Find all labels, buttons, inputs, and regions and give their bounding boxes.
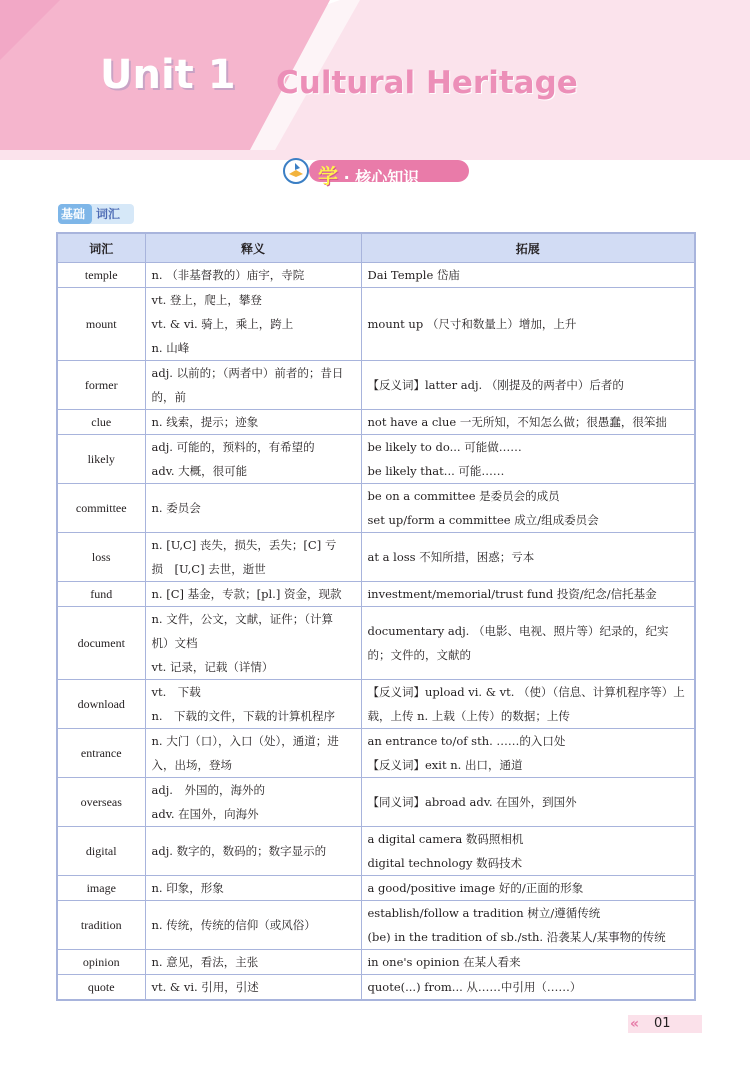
extension-line: a good/positive image 好的/正面的形象 xyxy=(367,881,584,895)
meaning-cell xyxy=(145,827,361,876)
unit-title: Unit 1 xyxy=(100,52,236,98)
extension-cell xyxy=(361,778,695,827)
meaning-cell xyxy=(145,729,361,778)
table-row xyxy=(57,901,695,950)
meaning-line: n. （非基督教的）庙宇，寺院 xyxy=(151,268,305,282)
header-extension: 拓展 xyxy=(361,233,695,263)
extension-line: 【同义词】abroad adv. 在国外，到国外 xyxy=(367,795,577,809)
extension-cell xyxy=(361,950,695,975)
meaning-cell xyxy=(145,876,361,901)
extension-cell xyxy=(361,533,695,582)
extension-cell xyxy=(361,435,695,484)
meaning-line: adj. 外国的，海外的 xyxy=(151,783,265,797)
extension-cell xyxy=(361,410,695,435)
extension-line: at a loss 不知所措，困惑；亏本 xyxy=(367,550,535,564)
extension-line: be likely that... 可能…… xyxy=(367,464,505,478)
meaning-line: n. 下载的文件，下载的计算机程序 xyxy=(151,709,336,723)
meaning-line: n. 大门（口），入口（处），通道；进 xyxy=(151,734,339,748)
extension-line: establish/follow a tradition 树立/遵循传统 xyxy=(367,906,601,920)
table-row xyxy=(57,778,695,827)
extension-line: 【反义词】upload vi. & vt. （使）（信息、计算机程序等）上 xyxy=(367,685,685,699)
page-number: 01 xyxy=(654,1016,671,1031)
extension-line: not have a clue 一无所知，不知怎么做；很愚蠢，很笨拙 xyxy=(367,415,667,429)
word-cell: document xyxy=(57,607,145,680)
meaning-cell xyxy=(145,582,361,607)
meaning-line: 的，前 xyxy=(151,390,186,404)
word-cell: download xyxy=(57,680,145,729)
section-title-text: · 核心知识 xyxy=(343,168,420,187)
extension-line: (be) in the tradition of sb./sth. 沿袭某人/某事物的传统 xyxy=(367,930,666,944)
section-title xyxy=(318,160,419,189)
extension-cell xyxy=(361,361,695,410)
word-cell: temple xyxy=(57,263,145,288)
extension-line: Dai Temple 岱庙 xyxy=(367,268,460,282)
meaning-line: n. 意见，看法，主张 xyxy=(151,955,259,969)
word-cell: tradition xyxy=(57,901,145,950)
header-meaning: 释义 xyxy=(145,233,361,263)
word-cell: opinion xyxy=(57,950,145,975)
meaning-cell xyxy=(145,410,361,435)
word-cell: clue xyxy=(57,410,145,435)
table-row xyxy=(57,288,695,361)
unit-subtitle: Cultural Heritage xyxy=(276,65,578,101)
extension-line: digital technology 数码技术 xyxy=(367,856,523,870)
extension-cell xyxy=(361,680,695,729)
meaning-cell xyxy=(145,288,361,361)
meaning-cell xyxy=(145,950,361,975)
table-row xyxy=(57,263,695,288)
meaning-cell xyxy=(145,484,361,533)
table-row xyxy=(57,950,695,975)
word-cell: digital xyxy=(57,827,145,876)
extension-cell xyxy=(361,582,695,607)
table-row xyxy=(57,533,695,582)
word-cell: committee xyxy=(57,484,145,533)
word-cell: quote xyxy=(57,975,145,1001)
extension-line: 载，上传 n. 上载（上传）的数据；上传 xyxy=(367,709,570,723)
meaning-line: vt. & vi. 骑上，乘上，跨上 xyxy=(151,317,294,331)
meaning-line: vt. 登上，爬上，攀登 xyxy=(151,293,262,307)
table-row xyxy=(57,827,695,876)
meaning-line: adj. 以前的；（两者中）前者的；昔日 xyxy=(151,366,344,380)
meaning-cell xyxy=(145,680,361,729)
category-badge-text: 基础 xyxy=(61,207,86,221)
meaning-cell xyxy=(145,975,361,1001)
table-row xyxy=(57,484,695,533)
extension-cell xyxy=(361,876,695,901)
extension-line: in one's opinion 在某人看来 xyxy=(367,955,521,969)
table-row xyxy=(57,582,695,607)
meaning-line: adv. 大概，很可能 xyxy=(151,464,248,478)
meaning-line: n. 线索，提示；迹象 xyxy=(151,415,259,429)
meaning-line: adv. 在国外，向海外 xyxy=(151,807,259,821)
extension-cell xyxy=(361,901,695,950)
meaning-line: 机）文档 xyxy=(151,636,198,650)
table-row xyxy=(57,410,695,435)
extension-line: a digital camera 数码照相机 xyxy=(367,832,524,846)
meaning-line: n. 传统，传统的信仰（或风俗） xyxy=(151,918,316,932)
vocab-table xyxy=(56,232,696,1001)
table-header-row xyxy=(57,233,695,263)
meaning-line: n. 文件，公文，文献，证件；（计算 xyxy=(151,612,333,626)
meaning-cell xyxy=(145,263,361,288)
word-cell: loss xyxy=(57,533,145,582)
extension-line: be on a committee 是委员会的成员 xyxy=(367,489,560,503)
meaning-cell xyxy=(145,607,361,680)
extension-cell xyxy=(361,975,695,1001)
table-row xyxy=(57,680,695,729)
meaning-cell xyxy=(145,361,361,410)
extension-cell xyxy=(361,484,695,533)
meaning-line: vt. & vi. 引用，引述 xyxy=(151,980,259,994)
extension-line: mount up （尺寸和数量上）增加，上升 xyxy=(367,317,577,331)
word-cell: likely xyxy=(57,435,145,484)
extension-line: 【反义词】latter adj. （刚提及的两者中）后者的 xyxy=(367,378,624,392)
meaning-line: n. [U,C] 丧失，损失，丢失；[C] 亏 xyxy=(151,538,337,552)
meaning-line: adj. 可能的，预料的，有希望的 xyxy=(151,440,315,454)
meaning-cell xyxy=(145,778,361,827)
meaning-line: n. 山峰 xyxy=(151,341,190,355)
header-word: 词汇 xyxy=(57,233,145,263)
section-big-char: 学 xyxy=(318,164,338,188)
word-cell: mount xyxy=(57,288,145,361)
meaning-cell xyxy=(145,533,361,582)
extension-cell xyxy=(361,607,695,680)
page-arrow-icon: « xyxy=(630,1016,640,1032)
extension-cell xyxy=(361,288,695,361)
meaning-line: n. 委员会 xyxy=(151,501,201,515)
extension-cell xyxy=(361,729,695,778)
word-cell: image xyxy=(57,876,145,901)
extension-line: documentary adj. （电影、电视、照片等）纪录的，纪实 xyxy=(367,624,669,638)
word-cell: former xyxy=(57,361,145,410)
extension-line: set up/form a committee 成立/组成委员会 xyxy=(367,513,599,527)
meaning-line: vt. 下载 xyxy=(151,685,201,699)
meaning-cell xyxy=(145,435,361,484)
table-row xyxy=(57,435,695,484)
meaning-line: n. 印象，形象 xyxy=(151,881,224,895)
table-body xyxy=(57,263,695,1001)
word-cell: fund xyxy=(57,582,145,607)
meaning-line: adj. 数字的，数码的；数字显示的 xyxy=(151,844,327,858)
meaning-line: n. [C] 基金，专款；[pl.] 资金，现款 xyxy=(151,587,342,601)
word-cell: entrance xyxy=(57,729,145,778)
extension-line: investment/memorial/trust fund 投资/纪念/信托基金 xyxy=(367,587,657,601)
meaning-line: 入，出场，登场 xyxy=(151,758,232,772)
category-label: 词汇 xyxy=(96,207,121,221)
word-cell: overseas xyxy=(57,778,145,827)
extension-line: an entrance to/of sth. ……的入口处 xyxy=(367,734,566,748)
table-row xyxy=(57,729,695,778)
extension-cell xyxy=(361,263,695,288)
table-row xyxy=(57,607,695,680)
extension-line: quote(...) from... 从……中引用（……） xyxy=(367,980,582,994)
meaning-line: vt. 记录，记载（详情） xyxy=(151,660,274,674)
extension-cell xyxy=(361,827,695,876)
extension-line: be likely to do... 可能做…… xyxy=(367,440,522,454)
extension-line: 【反义词】exit n. 出口，通道 xyxy=(367,758,523,772)
table-row xyxy=(57,975,695,1001)
extension-line: 的；文件的，文献的 xyxy=(367,648,471,662)
meaning-line: 损 [U,C] 去世，逝世 xyxy=(151,562,266,576)
table-row xyxy=(57,876,695,901)
meaning-cell xyxy=(145,901,361,950)
table-row xyxy=(57,361,695,410)
